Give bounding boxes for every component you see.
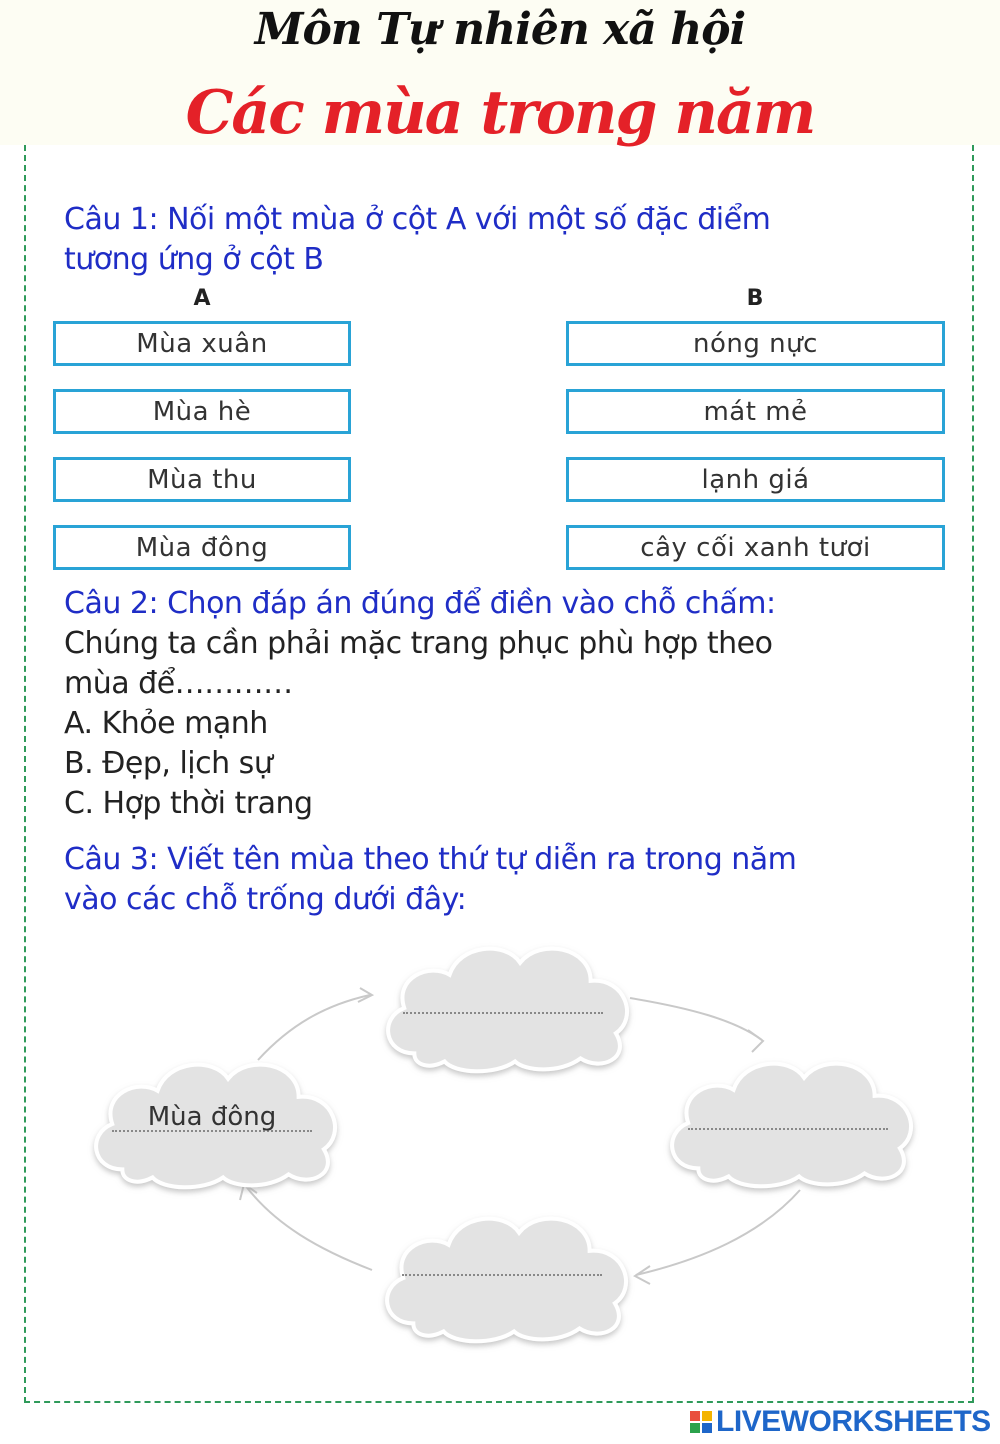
- question3-prompt-line2: vào các chỗ trống dưới đây:: [64, 882, 467, 917]
- match-item-b-4[interactable]: cây cối xanh tươi: [566, 525, 945, 570]
- question2-option-b[interactable]: B. Đẹp, lịch sự: [64, 746, 273, 781]
- cloud-top: [388, 949, 627, 1072]
- match-item-a-3[interactable]: Mùa thu: [53, 457, 351, 502]
- question2-stem-line2: mùa để…………: [64, 666, 293, 701]
- arrow-left-to-top: [258, 995, 370, 1060]
- question2-option-c[interactable]: C. Hợp thời trang: [64, 786, 313, 821]
- arrow-top-to-right: [630, 998, 762, 1040]
- arrow-right-to-bottom: [636, 1190, 800, 1275]
- blank-bottom[interactable]: [402, 1274, 602, 1276]
- subject-heading: Môn Tự nhiên xã hội: [254, 4, 746, 55]
- column-b-label: B: [746, 286, 764, 311]
- question3-prompt-line1: Câu 3: Viết tên mùa theo thứ tự diễn ra trong năm: [64, 842, 797, 877]
- arrow-bottom-to-left: [245, 1185, 372, 1270]
- match-item-b-1[interactable]: nóng nực: [566, 321, 945, 366]
- blank-top[interactable]: [403, 1012, 603, 1014]
- cloud-bottom: [387, 1219, 626, 1342]
- match-item-b-3[interactable]: lạnh giá: [566, 457, 945, 502]
- question2-option-a[interactable]: A. Khỏe mạnh: [64, 706, 268, 741]
- brand-name: LIVEWORKSHEETS: [716, 1405, 991, 1438]
- page-title: Các mùa trong năm: [185, 78, 815, 148]
- liveworksheets-logo: [690, 1403, 991, 1441]
- match-item-a-1[interactable]: Mùa xuân: [53, 321, 351, 366]
- question2-stem-line1: Chúng ta cần phải mặc trang phục phù hợp theo: [64, 626, 773, 661]
- question1-prompt-line2: tương ứng ở cột B: [64, 242, 324, 277]
- question1-prompt-line1: Câu 1: Nối một mùa ở cột A với một số đặc điểm: [64, 202, 771, 237]
- match-item-b-2[interactable]: mát mẻ: [566, 389, 945, 434]
- match-item-a-2[interactable]: Mùa hè: [53, 389, 351, 434]
- cloud-right: [672, 1064, 911, 1187]
- blank-right[interactable]: [688, 1128, 888, 1130]
- question2-prompt: Câu 2: Chọn đáp án đúng để điền vào chỗ chấm:: [64, 586, 776, 621]
- match-item-a-4[interactable]: Mùa đông: [53, 525, 351, 570]
- liveworksheets-icon: [690, 1411, 712, 1433]
- column-a-label: A: [193, 286, 211, 311]
- given-season-label: Mùa đông: [147, 1102, 277, 1132]
